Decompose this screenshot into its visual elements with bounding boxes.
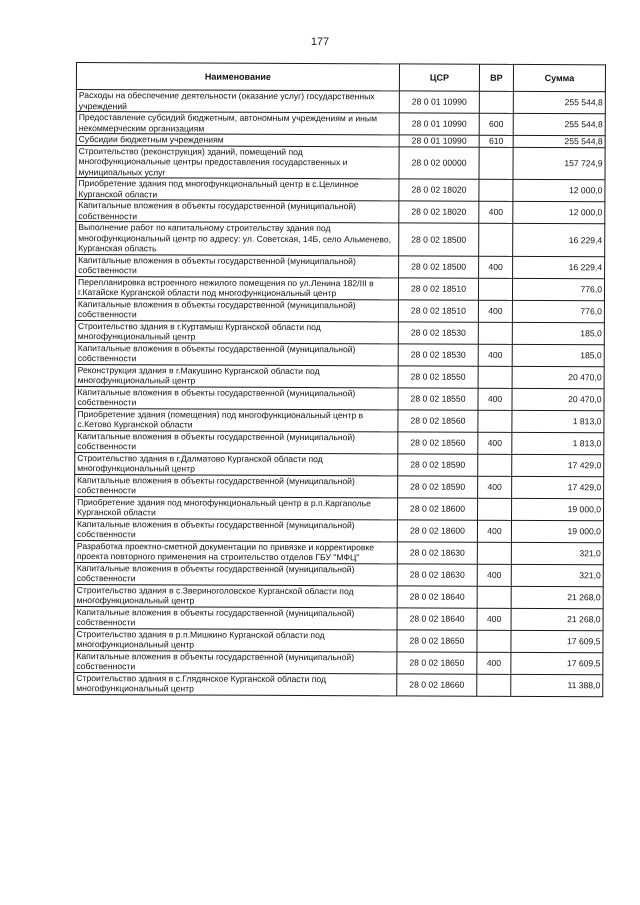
- row-sum: 11 388,0: [511, 674, 603, 696]
- row-vr: [478, 498, 512, 520]
- row-name: Приобретение здания под многофункциональный центр в с.Целинное Курганской области: [76, 178, 399, 201]
- row-sum: 255 544,8: [513, 113, 605, 135]
- table-row: [75, 430, 604, 454]
- row-name: Строительство здания в с.Глядянское Курганской области под многофункциональный центр: [74, 672, 397, 695]
- row-vr: [479, 147, 513, 180]
- table-header: [76, 63, 605, 92]
- table-row: [74, 672, 603, 696]
- table-row: [76, 90, 605, 114]
- header-vr: ВР: [479, 64, 513, 91]
- row-name: Капитальные вложения в объекты государственной (муниципальной) собственности: [74, 562, 397, 585]
- table-row: [74, 606, 603, 630]
- header-sum: Сумма: [513, 64, 605, 91]
- row-vr: 400: [479, 256, 513, 278]
- table-row: [76, 112, 605, 136]
- row-csr: 28 0 02 18550: [398, 365, 478, 387]
- row-name: Капитальные вложения в объекты государственной (муниципальной) собственности: [75, 474, 398, 497]
- row-csr: 28 0 02 18630: [397, 563, 477, 585]
- row-name: Разработка проектно-сметной документации по привязке и корректировке проекта повторного применения на строительство отделов ГБУ "МФЦ": [74, 540, 397, 563]
- table-row: [74, 540, 603, 564]
- row-vr: [477, 542, 511, 564]
- row-vr: 400: [478, 388, 512, 410]
- row-sum: 776,0: [512, 278, 604, 300]
- row-csr: 28 0 02 18550: [398, 387, 478, 409]
- row-csr: 28 0 02 18650: [397, 629, 477, 651]
- row-vr: [479, 179, 513, 201]
- row-csr: 28 0 02 18500: [399, 255, 479, 277]
- row-vr: 400: [478, 432, 512, 454]
- row-name: Строительство здания в г.Далматово Курганской области под многофункциональный центр: [75, 452, 398, 475]
- row-name: Строительство здания в г.Куртамыш Курганской области под многофункциональный центр: [75, 320, 398, 343]
- table-row: [75, 408, 604, 432]
- row-name: Предоставление субсидий бюджетным, автономным учреждениям и иным некоммерческим организациям: [76, 112, 399, 135]
- row-name: Капитальные вложения в объекты государственной (муниципальной) собственности: [74, 606, 397, 629]
- row-sum: 185,0: [512, 322, 604, 344]
- table-row: [75, 276, 604, 300]
- row-csr: 28 0 02 18020: [399, 201, 479, 223]
- row-sum: 17 609,5: [511, 630, 603, 652]
- row-sum: 185,0: [512, 344, 604, 366]
- row-vr: [478, 366, 512, 388]
- row-name: Субсидии бюджетным учреждениям: [76, 134, 399, 147]
- row-sum: 12 000,0: [513, 179, 605, 201]
- row-sum: 255 544,8: [513, 135, 605, 147]
- row-csr: 28 0 02 18630: [397, 541, 477, 563]
- row-name: Приобретение здания (помещения) под многофункциональный центр в с.Кетово Курганской области: [75, 408, 398, 431]
- row-csr: 28 0 02 18560: [398, 409, 478, 431]
- row-vr: [478, 278, 512, 300]
- row-sum: 20 470,0: [512, 366, 604, 388]
- row-csr: 28 0 01 10990: [399, 91, 479, 113]
- row-csr: 28 0 02 18510: [398, 299, 478, 321]
- row-sum: 20 470,0: [512, 388, 604, 410]
- row-name: Капитальные вложения в объекты государственной (муниципальной) собственности: [75, 386, 398, 409]
- row-name: Строительство здания в с.Звериноголовское Курганской области под многофункциональный центр: [74, 584, 397, 607]
- row-vr: 400: [478, 300, 512, 322]
- table-row: [75, 320, 604, 344]
- row-sum: 157 724,9: [513, 147, 605, 180]
- row-name: Капитальные вложения в объекты государственной (муниципальной) собственности: [74, 650, 397, 673]
- row-name: Расходы на обеспечение деятельности (оказание услуг) государственных учреждений: [76, 90, 399, 113]
- row-sum: 19 000,0: [511, 520, 603, 542]
- page-number: 177: [310, 36, 330, 48]
- row-vr: 400: [478, 344, 512, 366]
- row-name: Капитальные вложения в объекты государственной (муниципальной) собственности: [74, 518, 397, 541]
- row-vr: [478, 322, 512, 344]
- header-csr: ЦСР: [399, 64, 479, 91]
- table-row: [76, 145, 605, 180]
- table-row: [75, 496, 604, 520]
- row-csr: 28 0 02 18020: [399, 179, 479, 201]
- row-csr: 28 0 02 18560: [398, 431, 478, 453]
- table-row: [76, 178, 605, 202]
- row-vr: 400: [477, 652, 511, 674]
- row-csr: 28 0 02 18510: [398, 277, 478, 299]
- row-name: Реконструкция здания в г.Макушино Курганской области под многофункциональный центр: [75, 364, 398, 387]
- row-vr: [479, 91, 513, 113]
- row-sum: 321,0: [511, 564, 603, 586]
- row-vr: 400: [477, 564, 511, 586]
- header-name: Наименование: [76, 63, 399, 91]
- row-sum: 16 229,4: [513, 256, 605, 278]
- row-vr: 400: [477, 608, 511, 630]
- row-csr: 28 0 02 18600: [398, 497, 478, 519]
- row-csr: 28 0 02 18600: [397, 519, 477, 541]
- row-sum: 19 000,0: [512, 498, 604, 520]
- row-sum: 17 609,5: [511, 652, 603, 674]
- table-row: [75, 298, 604, 322]
- table-row: [74, 518, 603, 542]
- table-row: [76, 254, 605, 278]
- table-row: [74, 562, 603, 586]
- row-name: Приобретение здания под многофункциональный центр в р.п.Каргаполье Курганской области: [75, 496, 398, 519]
- row-csr: 28 0 02 18500: [399, 223, 479, 256]
- row-sum: 21 268,0: [511, 608, 603, 630]
- row-csr: 28 0 02 18530: [398, 343, 478, 365]
- row-name: Капитальные вложения в объекты государственной (муниципальной) собственности: [76, 254, 399, 277]
- table-body: [74, 90, 606, 697]
- table-row: [76, 200, 605, 224]
- row-vr: 400: [479, 201, 513, 223]
- row-sum: 17 429,0: [512, 454, 604, 476]
- row-vr: 400: [478, 476, 512, 498]
- row-name: Выполнение работ по капитальному строительству здания под многофункциональный центр по адресу: ул. Советская, 14Б, село Альменево, Курганская область: [76, 222, 399, 256]
- row-sum: 17 429,0: [512, 476, 604, 498]
- row-csr: 28 0 02 18650: [397, 651, 477, 673]
- table-row: [74, 584, 603, 608]
- table-row: [75, 474, 604, 498]
- table-row: [75, 452, 604, 476]
- row-sum: 12 000,0: [513, 201, 605, 223]
- row-vr: 400: [477, 520, 511, 542]
- table-row: [75, 364, 604, 388]
- row-csr: 28 0 02 18590: [398, 475, 478, 497]
- row-vr: [478, 410, 512, 432]
- row-vr: [479, 223, 513, 256]
- table-row: [76, 222, 605, 257]
- row-name: Капитальные вложения в объекты государственной (муниципальной) собственности: [75, 298, 398, 321]
- row-csr: 28 0 01 10990: [399, 113, 479, 135]
- row-sum: 321,0: [511, 542, 603, 564]
- row-sum: 21 268,0: [511, 586, 603, 608]
- table-row: [75, 386, 604, 410]
- row-sum: 1 813,0: [512, 410, 604, 432]
- row-csr: 28 0 02 18640: [397, 607, 477, 629]
- row-name: Капитальные вложения в объекты государственной (муниципальной) собственности: [76, 200, 399, 223]
- row-name: Перепланировка встроенного нежилого помещения по ул.Ленина 182/III в г.Катайске Курганской области под многофункциональный центр: [75, 276, 398, 299]
- table-row: [75, 342, 604, 366]
- row-csr: 28 0 02 18640: [397, 585, 477, 607]
- row-name: Строительство (реконструкция) зданий, помещений под многофункциональные центры предоставления государственных и муниципальных услуг: [76, 145, 399, 179]
- row-vr: 610: [479, 135, 513, 147]
- row-csr: 28 0 02 00000: [399, 146, 479, 179]
- table-row: [74, 628, 603, 652]
- row-csr: 28 0 02 18590: [398, 453, 478, 475]
- table-row: [74, 650, 603, 674]
- row-sum: 1 813,0: [512, 432, 604, 454]
- row-sum: 16 229,4: [513, 223, 605, 256]
- row-name: Капитальные вложения в объекты государственной (муниципальной) собственности: [75, 342, 398, 365]
- row-vr: [477, 630, 511, 652]
- row-csr: 28 0 02 18660: [397, 673, 477, 695]
- header-row: [76, 63, 605, 92]
- row-vr: [477, 586, 511, 608]
- row-vr: [478, 454, 512, 476]
- row-csr: 28 0 01 10990: [399, 135, 479, 147]
- row-name: Строительство здания в р.п.Мишкино Курганской области под многофункциональный центр: [74, 628, 397, 651]
- budget-table: [73, 62, 606, 697]
- row-vr: 600: [479, 113, 513, 135]
- row-name: Капитальные вложения в объекты государственной (муниципальной) собственности: [75, 430, 398, 453]
- row-sum: 255 544,8: [513, 91, 605, 113]
- row-vr: [477, 674, 511, 696]
- row-csr: 28 0 02 18530: [398, 321, 478, 343]
- row-sum: 776,0: [512, 300, 604, 322]
